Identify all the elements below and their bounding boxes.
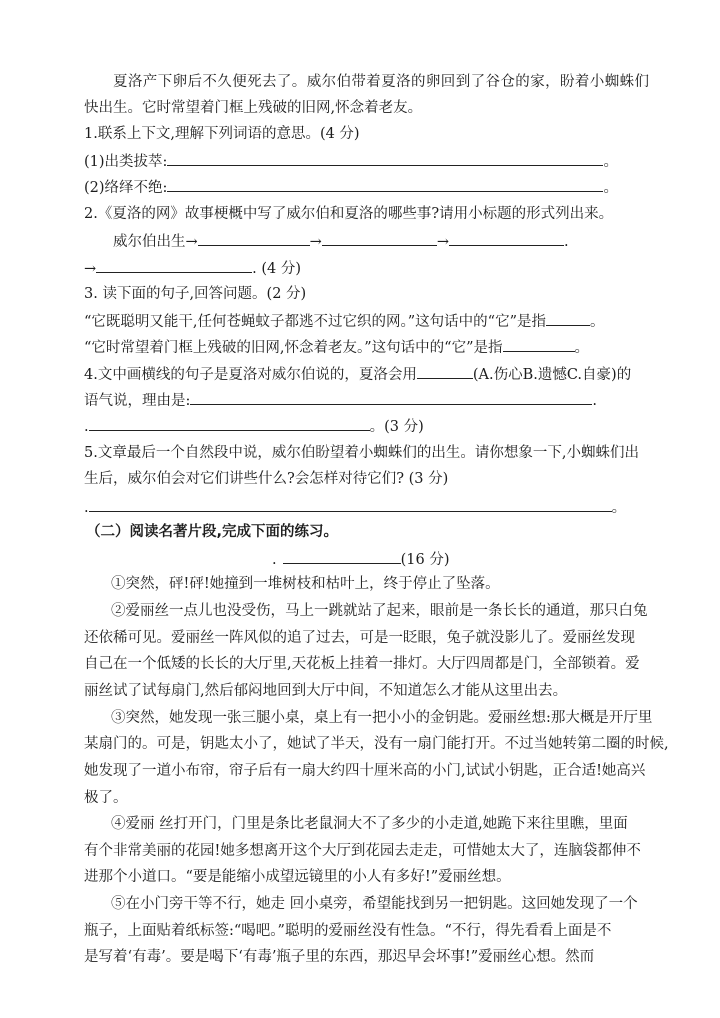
q1-item-1-label: (1)出类拔萃: — [84, 154, 168, 170]
q2-blank-1[interactable] — [198, 231, 310, 246]
q1-item-1-end: 。 — [603, 154, 618, 170]
passage-p2-line-3: 自己在一个低矮的长长的大厅里,天花板上挂着一排灯。大厅四周都是门，全部锁着。爱 — [84, 656, 640, 672]
passage-title-dot: . — [272, 552, 277, 568]
q1-item-2 — [84, 177, 618, 198]
q2-score: . (4 分) — [252, 261, 302, 277]
passage-title-score: (16 分) — [400, 552, 450, 568]
q1-stem: 1.联系上下文,理解下列词语的意思。(4 分) — [84, 126, 360, 142]
passage-title-line — [272, 549, 449, 570]
q3-end-2: 。 — [574, 340, 590, 356]
q1-item-2-answer-line[interactable] — [167, 177, 603, 192]
passage-p5-line-2: 瓶子，上面贴着纸标签:“喝吧。”聪明的爱丽丝没有性急。“不行，得先看看上面是不 — [84, 923, 612, 939]
q5-line-1: 5.文章最后一个自然段中说，威尔伯盼望着小蜘蛛们的出生。请你想象一下,小蜘蛛们出 — [84, 445, 639, 461]
passage-p3-line-2: 某扇门的。可是，钥匙太小了，她试了半天，没有一扇门能打开。不过当她转第二圈的时候, — [84, 736, 669, 752]
q1-item-2-end: 。 — [603, 180, 618, 196]
q4-dot-start: . — [84, 419, 89, 435]
q5-answer-blank[interactable] — [89, 497, 612, 512]
q3-stem: 3. 读下面的句子,回答问题。(2 分) — [84, 286, 307, 302]
q4-score: 。(3 分) — [369, 419, 424, 435]
q3-sentence-2 — [84, 337, 589, 358]
passage-p2-line-1: ②爱丽丝一点儿也没受伤，马上一跳就站了起来，眼前是一条长长的通道，那只白兔 — [111, 603, 648, 619]
q4-line-1-text: 4.文中画横线的句子是夏洛对威尔伯说的，夏洛会用 — [84, 367, 417, 383]
q2-blank-2[interactable] — [322, 231, 437, 246]
q3-blank-1[interactable] — [546, 311, 590, 326]
q1-item-1-answer-line[interactable] — [167, 151, 603, 166]
q4-reason-blank-2[interactable] — [89, 416, 370, 431]
section-2-heading: （二）阅读名著片段,完成下面的练习。 — [86, 524, 339, 540]
passage-p5-line-1: ⑤在小门旁干等不行，她走 回小桌旁，希望能找到另一把钥匙。这回她发现了一个 — [111, 896, 638, 912]
passage-p4-line-3: 进那个小道口。“要是能缩小成望远镜里的小人有多好!”爱丽丝想。 — [84, 869, 511, 885]
q2-arrow-3: → — [84, 261, 97, 277]
q3-end-1: 。 — [590, 314, 605, 330]
q2-chain-line-1 — [113, 231, 569, 252]
q4-reason-label: 语气说，理由是: — [84, 393, 191, 409]
q5-dot: . — [84, 500, 89, 516]
q2-start: 威尔伯出生→ — [113, 234, 198, 250]
q2-arrow-2: → — [436, 234, 449, 250]
q2-blank-3[interactable] — [449, 231, 564, 246]
q1-item-1 — [84, 151, 618, 172]
q3-sentence-1 — [84, 311, 605, 332]
passage-p5-line-3: 是写着‘有毒’。要是喝下‘有毒’瓶子里的东西，那迟早会坏事!”爱丽丝心想。然而 — [84, 949, 595, 965]
passage-title-blank[interactable] — [283, 549, 401, 564]
q4-line-2 — [84, 390, 597, 411]
q3-sentence-2-text: “它时常望着门框上残破的旧网,怀念着老友。”这句话中的“它”是指 — [84, 340, 503, 356]
q1-item-2-label: (2)络绎不绝: — [84, 180, 168, 196]
passage-p1: ①突然，砰!砰!她撞到一堆树枝和枯叶上，终于停止了坠落。 — [111, 576, 500, 592]
passage-p4-line-1: ④爱丽 丝打开门，门里是条比老鼠洞大不了多少的小走道,她跪下来往里瞧，里面 — [111, 816, 628, 832]
q3-sentence-1-text: “它既聪明又能干,任何苍蝇蚊子都逃不过它织的网。”这句话中的“它”是指 — [84, 314, 547, 330]
passage-p3-line-1: ③突然，她发现一张三腿小桌，桌上有一把小小的金钥匙。爱丽丝想:那大概是开厅里 — [111, 710, 653, 726]
q4-line-3 — [84, 416, 424, 437]
passage-p2-line-4: 丽丝试了试每扇门,然后郁闷地回到大厅中间，不知道怎么才能从这里出去。 — [84, 683, 568, 699]
q3-blank-2[interactable] — [503, 337, 575, 352]
q5-line-2: 生后，威尔伯会对它们讲些什么?会怎样对待它们? (3 分) — [84, 471, 449, 487]
q2-blank-4[interactable] — [96, 258, 252, 273]
q2-chain-line-2 — [84, 258, 301, 279]
q5-end: 。 — [611, 500, 627, 516]
q2-stem: 2.《夏洛的网》故事梗概中写了威尔伯和夏洛的哪些事?请用小标题的形式列出来。 — [84, 206, 614, 222]
passage-p3-line-3: 她发现了一道小布帘，帘子后有一扇大约四十厘米高的小门,试试小钥匙，正合适!她高兴 — [84, 763, 646, 779]
intro-line-1: 夏洛产下卵后不久便死去了。威尔伯带着夏洛的卵回到了谷仓的家，盼着小蜘蛛们 — [113, 74, 650, 90]
passage-p2-line-2: 还依稀可见。爱丽丝一阵风似的追了过去，可是一眨眼，兔子就没影儿了。爱丽丝发现 — [84, 630, 635, 646]
q4-options: (A.伤心B.遗憾C.自豪)的 — [472, 367, 632, 383]
intro-line-2: 快出生。它时常望着门框上残破的旧网,怀念着老友。 — [84, 100, 423, 116]
q4-dot: . — [592, 393, 597, 409]
q2-arrow-1: → — [309, 234, 322, 250]
q4-line-1 — [84, 364, 631, 385]
q4-reason-blank-1[interactable] — [190, 390, 592, 405]
passage-p4-line-2: 有个非常美丽的花园!她多想离开这个大厅到花园去走走，可惜她太大了，连脑袋都伸不 — [84, 843, 641, 859]
passage-p3-line-4: 极了。 — [84, 790, 128, 806]
q2-dot: . — [563, 234, 569, 250]
q4-choice-blank[interactable] — [417, 364, 473, 379]
q5-answer-line — [84, 497, 626, 518]
